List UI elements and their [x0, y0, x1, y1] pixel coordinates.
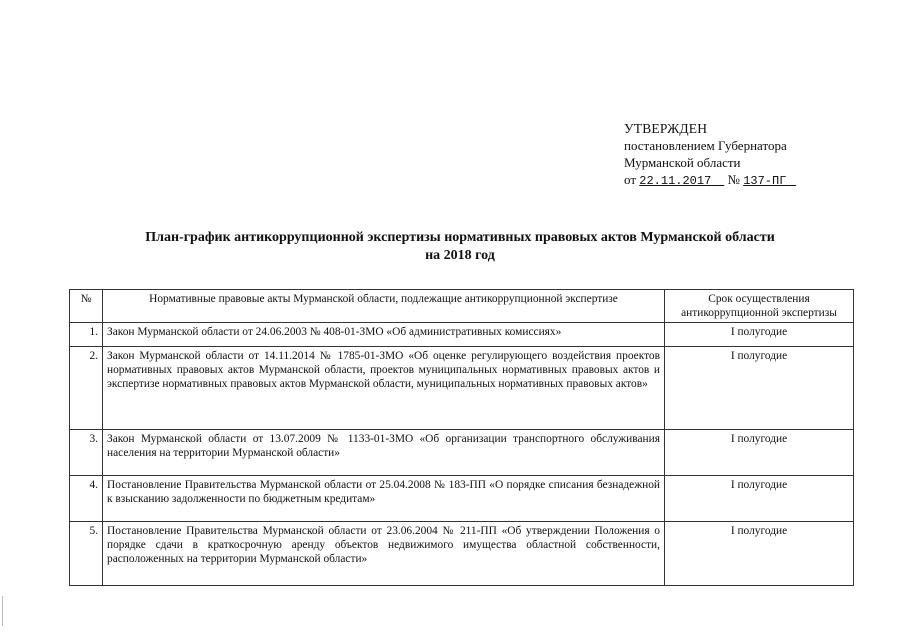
row-term: I полугодие — [665, 522, 854, 586]
row-act: Постановление Правительства Мурманской области от 23.06.2004 № 211-ПП «Об утверждении Положения о порядке сдачи в краткосрочную аренду объектов недвижимого имущества областной собственности, расположенных на территории Мурманской области» — [103, 522, 665, 586]
header-num: № — [70, 290, 103, 323]
plan-table — [69, 289, 854, 586]
approval-stamp — [624, 120, 796, 190]
approval-by-line: постановлением Губернатора — [624, 138, 787, 153]
row-act: Постановление Правительства Мурманской области от 25.04.2008 № 183-ПП «О порядке списания безнадежной к взысканию задолженности по бюджетным кредитам» — [103, 476, 665, 522]
row-num: 4. — [70, 476, 103, 522]
row-num: 1. — [70, 323, 103, 347]
table-row — [70, 476, 854, 522]
row-num: 3. — [70, 430, 103, 476]
table-row — [70, 522, 854, 586]
table-row — [70, 347, 854, 430]
scan-edge-mark — [2, 596, 3, 626]
approval-heading: УТВЕРЖДЕН — [624, 121, 708, 136]
number-prefix: № — [727, 172, 740, 187]
document-title — [90, 229, 830, 265]
row-term: I полугодие — [665, 323, 854, 347]
table-row — [70, 430, 854, 476]
approval-date: 22.11.2017 — [639, 174, 712, 188]
row-act: Закон Мурманской области от 24.06.2003 № 408-01-ЗМО «Об административных комиссиях» — [103, 323, 665, 347]
approval-region-line: Мурманской области — [624, 155, 741, 170]
title-line-1: План-график антикоррупционной экспертизы нормативных правовых актов Мурманской области — [145, 230, 775, 245]
row-act: Закон Мурманской области от 14.11.2014 № 1785-01-ЗМО «Об оценке регулирующего воздействия проектов нормативных правовых актов Мурманской области, проектов муниципальных нормативных правовых актов и экспертизе нормативных правовых актов Мурманской области, муниципальных нормативных правовых актов» — [103, 347, 665, 430]
title-line-2: на 2018 год — [425, 248, 495, 263]
approval-date-line — [624, 171, 796, 190]
row-term: I полугодие — [665, 347, 854, 430]
header-act: Нормативные правовые акты Мурманской области, подлежащие антикоррупционной экспертизе — [103, 290, 665, 323]
date-prefix: от — [624, 172, 637, 187]
row-term: I полугодие — [665, 476, 854, 522]
table-row — [70, 323, 854, 347]
row-num: 5. — [70, 522, 103, 586]
row-act: Закон Мурманской области от 13.07.2009 № 1133-01-ЗМО «Об организации транспортного обслуживания населения на территории Мурманской области» — [103, 430, 665, 476]
row-num: 2. — [70, 347, 103, 430]
table-header-row — [70, 290, 854, 323]
row-term: I полугодие — [665, 430, 854, 476]
approval-number: 137-ПГ — [743, 174, 787, 188]
header-term: Срок осуществления антикоррупционной экспертизы — [665, 290, 854, 323]
